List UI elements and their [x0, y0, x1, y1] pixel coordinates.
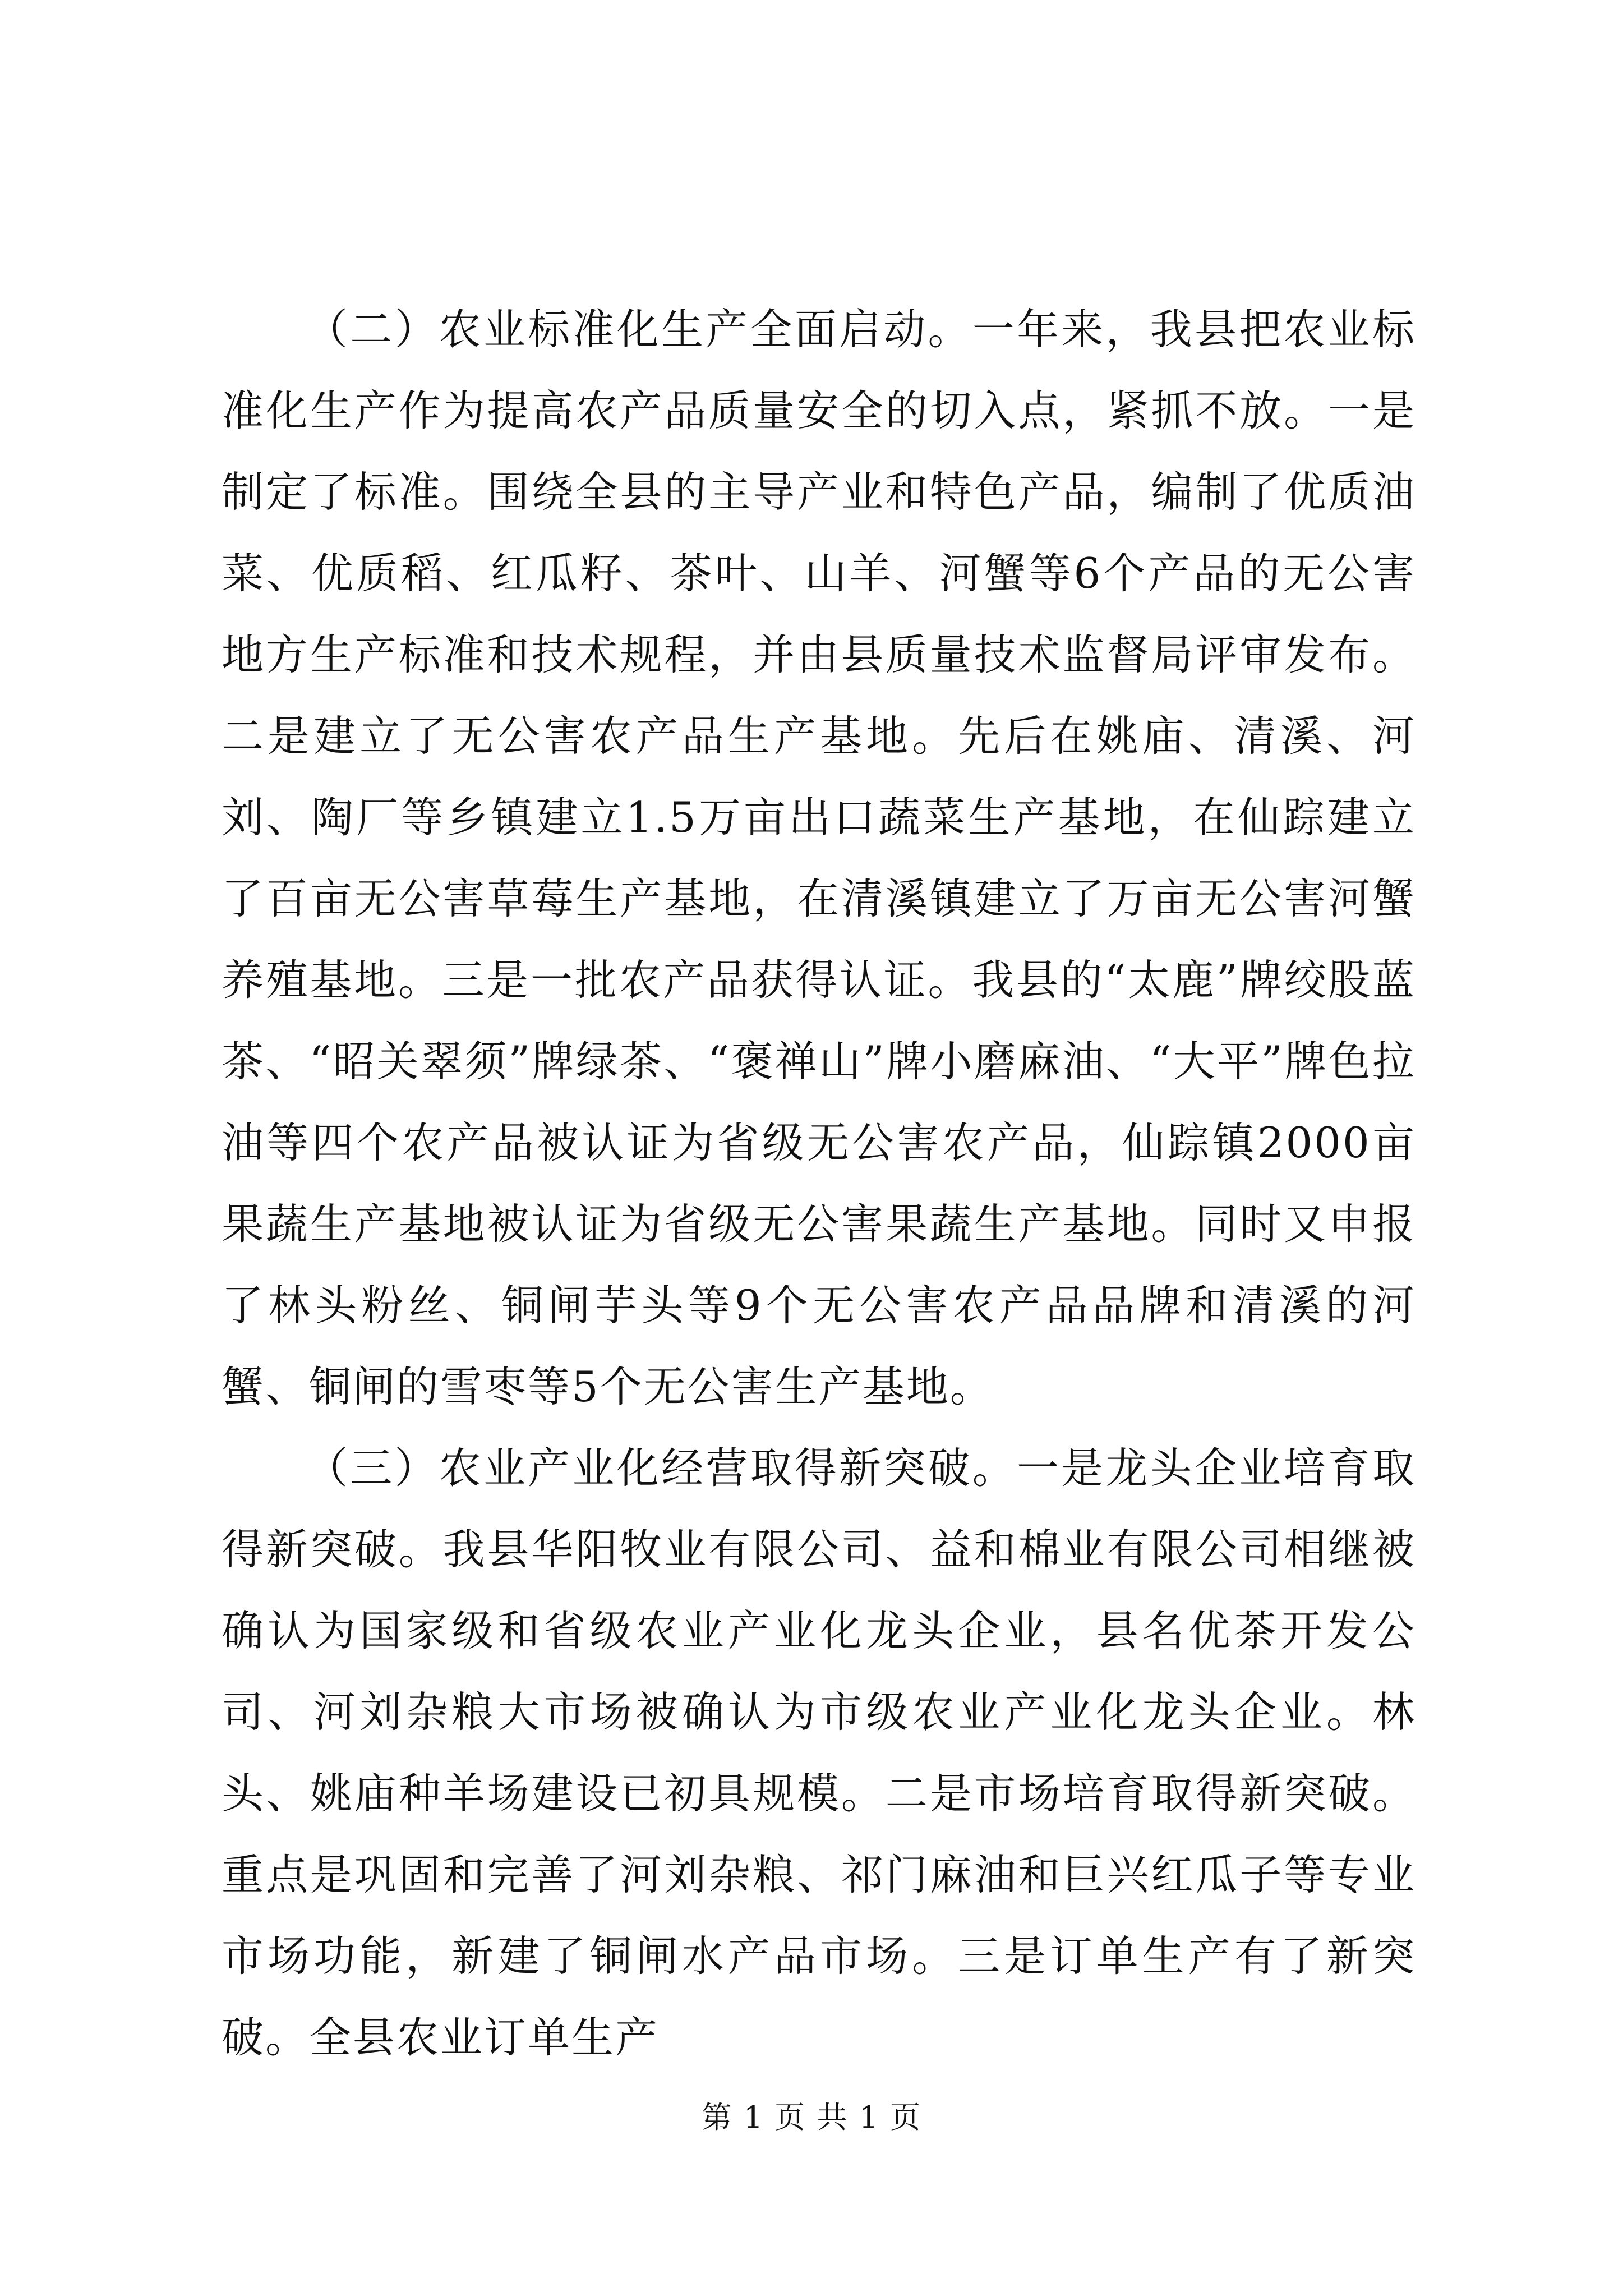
page-footer: 第 1 页 共 1 页 [701, 2100, 922, 2135]
document-body [222, 289, 1416, 2078]
paragraph-agricultural-standardization: （二）农业标准化生产全面启动。一年来，我县把农业标准化生产作为提高农产品质量安全的切入点，紧抓不放。一是制定了标准。围绕全县的主导产业和特色产品，编制了优质油菜、优质稻、红瓜籽、茶叶、山羊、河蟹等6个产品的无公害地方生产标准和技术规程，并由县质量技术监督局评审发布。二是建立了无公害农产品生产基地。先后在姚庙、清溪、河刘、陶厂等乡镇建立1.5万亩出口蔬菜生产基地，在仙踪建立了百亩无公害草莓生产基地，在清溪镇建立了万亩无公害河蟹养殖基地。三是一批农产品获得认证。我县的“太鹿”牌绞股蓝茶、“昭关翠须”牌绿茶、“褒禅山”牌小磨麻油、“大平”牌色拉油等四个农产品被认证为省级无公害农产品，仙踪镇2000亩果蔬生产基地被认证为省级无公害果蔬生产基地。同时又申报了林头粉丝、铜闸芋头等9个无公害农产品品牌和清溪的河蟹、铜闸的雪枣等5个无公害生产基地。 [222, 305, 1416, 1411]
paragraph-agricultural-industrialization: （三）农业产业化经营取得新突破。一是龙头企业培育取得新突破。我县华阳牧业有限公司、益和棉业有限公司相继被确认为国家级和省级农业产业化龙头企业，县名优茶开发公司、河刘杂粮大市场被确认为市级农业产业化龙头企业。林头、姚庙种羊场建设已初具规模。二是市场培育取得新突破。重点是巩固和完善了河刘杂粮、祁门麻油和巨兴红瓜子等专业市场功能，新建了铜闸水产品市场。三是订单生产有了新突破。全县农业订单生产 [222, 1443, 1416, 2062]
